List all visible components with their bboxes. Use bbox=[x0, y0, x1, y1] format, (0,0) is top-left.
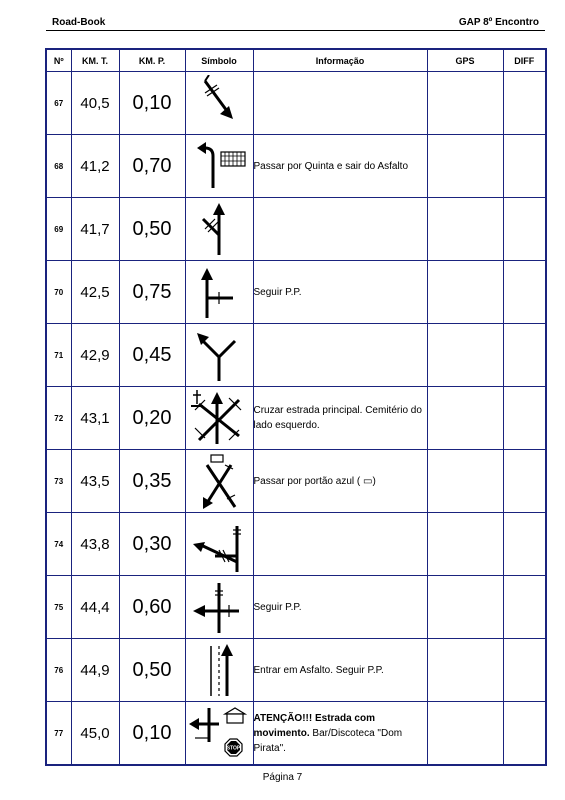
km-total: 42,5 bbox=[71, 261, 119, 324]
km-partial: 0,60 bbox=[119, 576, 185, 639]
table-row bbox=[46, 261, 546, 324]
diff-cell bbox=[503, 72, 546, 135]
table-row bbox=[46, 324, 546, 387]
gps-cell bbox=[427, 387, 503, 450]
km-total: 41,7 bbox=[71, 198, 119, 261]
km-partial: 0,10 bbox=[119, 72, 185, 135]
diff-cell bbox=[503, 261, 546, 324]
header-right: GAP 8º Encontro bbox=[458, 17, 539, 28]
km-partial: 0,75 bbox=[119, 261, 185, 324]
table-header-row bbox=[46, 49, 546, 72]
symbol-cell bbox=[185, 387, 253, 450]
page-footer: Página 7 bbox=[262, 772, 303, 783]
row-number: 74 bbox=[46, 513, 71, 576]
km-partial: 0,50 bbox=[119, 198, 185, 261]
km-total: 43,5 bbox=[71, 450, 119, 513]
symbol-cell bbox=[185, 513, 253, 576]
row-number: 72 bbox=[46, 387, 71, 450]
row-number: 68 bbox=[46, 135, 71, 198]
gps-cell bbox=[427, 639, 503, 702]
row-number: 77 bbox=[46, 702, 71, 766]
info-cell bbox=[253, 324, 427, 387]
gps-cell bbox=[427, 324, 503, 387]
diagonal-right-turn-icon bbox=[189, 75, 249, 131]
fork-left-icon bbox=[189, 327, 249, 383]
diff-cell bbox=[503, 450, 546, 513]
row-number: 75 bbox=[46, 576, 71, 639]
col-header-num: Nº bbox=[46, 49, 71, 72]
gps-cell bbox=[427, 261, 503, 324]
col-header-kmt: KM. T. bbox=[71, 49, 119, 72]
symbol-cell bbox=[185, 639, 253, 702]
col-header-gps: GPS bbox=[427, 49, 503, 72]
diff-cell bbox=[503, 639, 546, 702]
table-row bbox=[46, 513, 546, 576]
gate-crossing-icon bbox=[189, 453, 249, 509]
info-cell bbox=[253, 576, 427, 639]
row-number: 69 bbox=[46, 198, 71, 261]
km-total: 41,2 bbox=[71, 135, 119, 198]
straight-junction-icon bbox=[189, 201, 249, 257]
col-header-kmp: KM. P. bbox=[119, 49, 185, 72]
info-cell bbox=[253, 198, 427, 261]
col-header-info: Informação bbox=[253, 49, 427, 72]
diff-cell bbox=[503, 135, 546, 198]
info-text: Seguir P.P. bbox=[253, 601, 302, 613]
symbol-cell bbox=[185, 324, 253, 387]
km-total: 40,5 bbox=[71, 72, 119, 135]
crossroad-cemetery-icon bbox=[189, 390, 249, 446]
km-total: 44,9 bbox=[71, 639, 119, 702]
row-number: 67 bbox=[46, 72, 71, 135]
table-row bbox=[46, 702, 546, 766]
diff-cell bbox=[503, 576, 546, 639]
sharp-left-icon bbox=[189, 516, 249, 572]
gps-cell bbox=[427, 72, 503, 135]
info-cell bbox=[253, 72, 427, 135]
info-cell bbox=[253, 387, 427, 450]
symbol-cell bbox=[185, 702, 253, 766]
km-partial: 0,45 bbox=[119, 324, 185, 387]
km-total: 42,9 bbox=[71, 324, 119, 387]
roadbook-table bbox=[45, 48, 547, 766]
table-row bbox=[46, 450, 546, 513]
info-cell bbox=[253, 702, 427, 766]
km-total: 45,0 bbox=[71, 702, 119, 766]
left-turn-farmhouse-icon bbox=[189, 138, 249, 194]
km-total: 44,4 bbox=[71, 576, 119, 639]
header-rule bbox=[46, 30, 545, 31]
km-partial: 0,70 bbox=[119, 135, 185, 198]
table-row bbox=[46, 135, 546, 198]
symbol-cell bbox=[185, 135, 253, 198]
km-partial: 0,35 bbox=[119, 450, 185, 513]
row-number: 71 bbox=[46, 324, 71, 387]
diff-cell bbox=[503, 198, 546, 261]
info-cell bbox=[253, 261, 427, 324]
gps-cell bbox=[427, 198, 503, 261]
row-number: 70 bbox=[46, 261, 71, 324]
symbol-cell bbox=[185, 450, 253, 513]
km-total: 43,1 bbox=[71, 387, 119, 450]
info-cell bbox=[253, 513, 427, 576]
row-number: 76 bbox=[46, 639, 71, 702]
diff-cell bbox=[503, 387, 546, 450]
info-text: Passar por Quinta e sair do Asfalto bbox=[253, 160, 409, 172]
straight-right-junction-icon bbox=[189, 264, 249, 320]
info-text: Entrar em Asfalto. Seguir P.P. bbox=[253, 664, 384, 676]
info-cell bbox=[253, 639, 427, 702]
table-row bbox=[46, 198, 546, 261]
km-partial: 0,50 bbox=[119, 639, 185, 702]
gps-cell bbox=[427, 450, 503, 513]
info-text: Passar por portão azul ( ▭) bbox=[253, 475, 376, 487]
col-header-diff: DIFF bbox=[503, 49, 546, 72]
col-header-symbol: Símbolo bbox=[185, 49, 253, 72]
diff-cell bbox=[503, 324, 546, 387]
km-total: 43,8 bbox=[71, 513, 119, 576]
symbol-cell bbox=[185, 576, 253, 639]
left-turn-junction-icon bbox=[189, 579, 249, 635]
symbol-cell bbox=[185, 72, 253, 135]
table-row bbox=[46, 639, 546, 702]
info-cell bbox=[253, 450, 427, 513]
header-left: Road-Book bbox=[52, 17, 106, 28]
stop-bar-icon bbox=[187, 704, 251, 762]
gps-cell bbox=[427, 135, 503, 198]
info-bold: ATENÇÃO!!! Estrada com movimento. bbox=[253, 712, 375, 739]
info-text: Bar/Discoteca "Dom Pirata". bbox=[253, 727, 403, 754]
km-partial: 0,10 bbox=[119, 702, 185, 766]
table-row bbox=[46, 387, 546, 450]
symbol-cell bbox=[185, 198, 253, 261]
km-partial: 0,20 bbox=[119, 387, 185, 450]
symbol-cell bbox=[185, 261, 253, 324]
info-text: Seguir P.P. bbox=[253, 286, 302, 298]
info-cell bbox=[253, 135, 427, 198]
diff-cell bbox=[503, 702, 546, 766]
gps-cell bbox=[427, 576, 503, 639]
svg-text:STOP: STOP bbox=[226, 745, 241, 752]
info-text: Cruzar estrada principal. Cemitério do lado esquerdo. bbox=[253, 405, 422, 431]
asphalt-road-icon bbox=[189, 642, 249, 698]
gps-cell bbox=[427, 513, 503, 576]
diff-cell bbox=[503, 513, 546, 576]
table-row bbox=[46, 576, 546, 639]
km-partial: 0,30 bbox=[119, 513, 185, 576]
table-row bbox=[46, 72, 546, 135]
gps-cell bbox=[427, 702, 503, 766]
row-number: 73 bbox=[46, 450, 71, 513]
